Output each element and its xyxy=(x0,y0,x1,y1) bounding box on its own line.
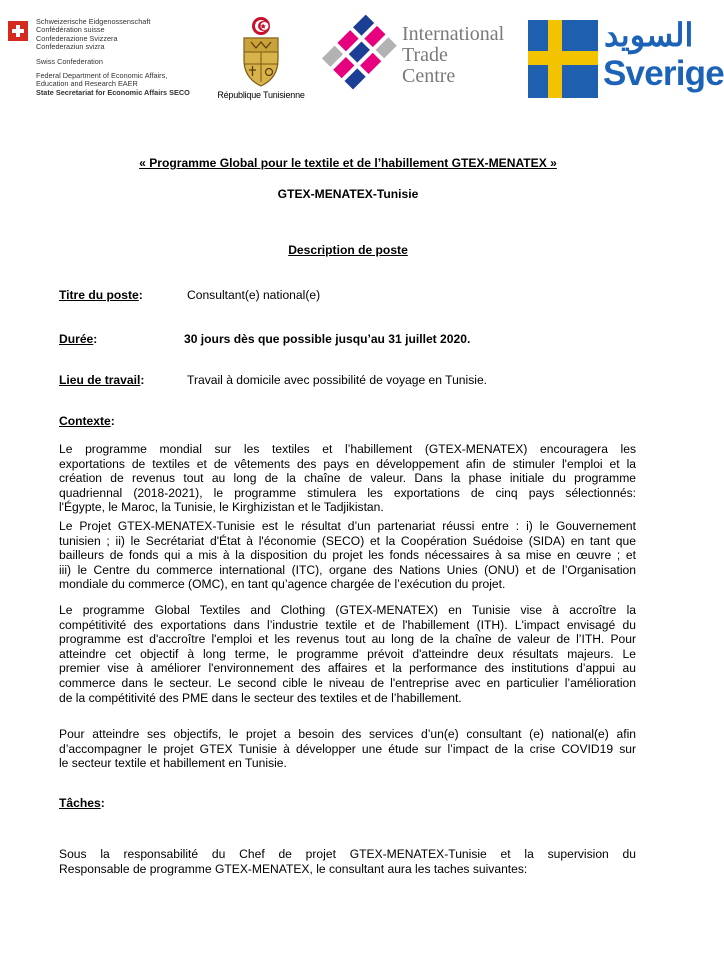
field-location-label: Lieu de travail: xyxy=(59,373,145,387)
itc-wordmark xyxy=(402,24,504,87)
itc-line: Trade xyxy=(402,44,448,66)
sweden-arabic-wordmark: السويد xyxy=(604,17,694,53)
sweden-flag-icon xyxy=(528,20,598,98)
field-title-value: Consultant(e) national(e) xyxy=(187,288,321,302)
swiss-line: Federal Department of Economic Affairs, xyxy=(36,71,168,81)
taches-heading: Tâches: xyxy=(59,796,105,810)
tunisia-logo xyxy=(215,16,307,100)
field-location-value: Travail à domicile avec possibilité de voyage en Tunisie. xyxy=(187,373,488,387)
swiss-line: Confederazione Svizzera xyxy=(36,33,118,43)
swiss-line: Swiss Confederation xyxy=(36,56,103,66)
contexte-paragraph-3: Le programme Global Textiles and Clothing (GTEX-MENATEX) en Tunisie vise à accroître la compétitivité des exportations dans l’industrie textile et de l'habillement (ITH). L'impact envisagé du programme est d'accroître l'emploi et les revenus tout au long de la chaîne de valeur de l’ITH. Pour atteindre cet objectif à long terme, le programme prévoit d'atteindre deux résultats majeurs. Le premier vise à améliorer l'environnement des affaires et la performance des institutions d’appui au commerce dans le secteur. Le second cible le niveau de l'entreprise avec en particulier l’amélioration de la compétitivité des PME dans le secteur des textiles et de l’habillement. xyxy=(59,603,636,705)
project-name: GTEX-MENATEX-Tunisie xyxy=(277,187,419,201)
contexte-paragraph-2: Le Projet GTEX-MENATEX-Tunisie est le résultat d’un partenariat réussi entre : i) le Gouvernement tunisien ; ii) le Secrétariat d'État à l'économie (SECO) et la Coopération Suédoise (SIDA) en tant que bailleurs de fonds qui a mis à la disposition du projet les fonds nécessaires à sa mise en œuvre ; et iii) le Centre du commerce international (ITC), organe des Nations Unies (ONU) et de l’Organisation mondiale du commerce (OMC), en tant qu’agence chargée de l’exécution du projet. xyxy=(59,519,636,592)
tunisia-coat-of-arms-icon xyxy=(236,16,286,88)
tunisia-caption: République Tunisienne xyxy=(217,90,305,100)
field-duration-value: 30 jours dès que possible jusqu’au 31 juillet 2020. xyxy=(184,332,471,346)
swiss-logo-text xyxy=(36,18,226,97)
taches-paragraph: Sous la responsabilité du Chef de projet GTEX-MENATEX-Tunisie et la supervision du Responsable de programme GTEX-MENATEX, le consultant aura les taches suivantes: xyxy=(59,847,636,876)
contexte-paragraph-4: Pour atteindre ses objectifs, le projet a besoin des services d’un(e) consultant (e) national(e) afin d’accompagner le projet GTEX Tunisie à développer une étude sur l’impact de la crise COVID19 sur le secteur textile et habillement en Tunisie. xyxy=(59,727,636,771)
contexte-paragraph-1: Le programme mondial sur les textiles et l’habillement (GTEX-MENATEX) encouragera les exportations de textiles et de vêtements des pays en développement afin de stimuler l'emploi et la création de revenus tout au long de la chaîne de valeur. Dans la phase initiale du programme quadriennal (2018-2021), le programme stimulera les exportations de cinq pays sélectionnés: l'Égypte, le Maroc, la Tunisie, le Kirghizistan et le Tadjikistan. xyxy=(59,442,636,515)
programme-title: « Programme Global pour le textile et de l’habillement GTEX-MENATEX » xyxy=(139,156,557,170)
itc-line: Centre xyxy=(402,65,456,87)
itc-line: International xyxy=(402,23,505,45)
swiss-flag-icon xyxy=(8,21,28,41)
itc-emblem-icon xyxy=(310,14,396,100)
swiss-line: Schweizerische Eidgenossenschaft xyxy=(36,17,151,26)
field-title-label: Titre du poste: xyxy=(59,288,143,302)
field-duration-label: Durée: xyxy=(59,332,98,346)
contexte-heading: Contexte: xyxy=(59,414,115,428)
sweden-wordmark: Sverige xyxy=(603,54,724,93)
section-title: Description de poste xyxy=(288,243,408,257)
swiss-line: State Secretariat for Economic Affairs SECO xyxy=(36,87,190,97)
swiss-line: Confederaziun svizra xyxy=(36,42,105,52)
swiss-line: Confédération suisse xyxy=(36,25,105,35)
swiss-line: Education and Research EAER xyxy=(36,79,138,89)
